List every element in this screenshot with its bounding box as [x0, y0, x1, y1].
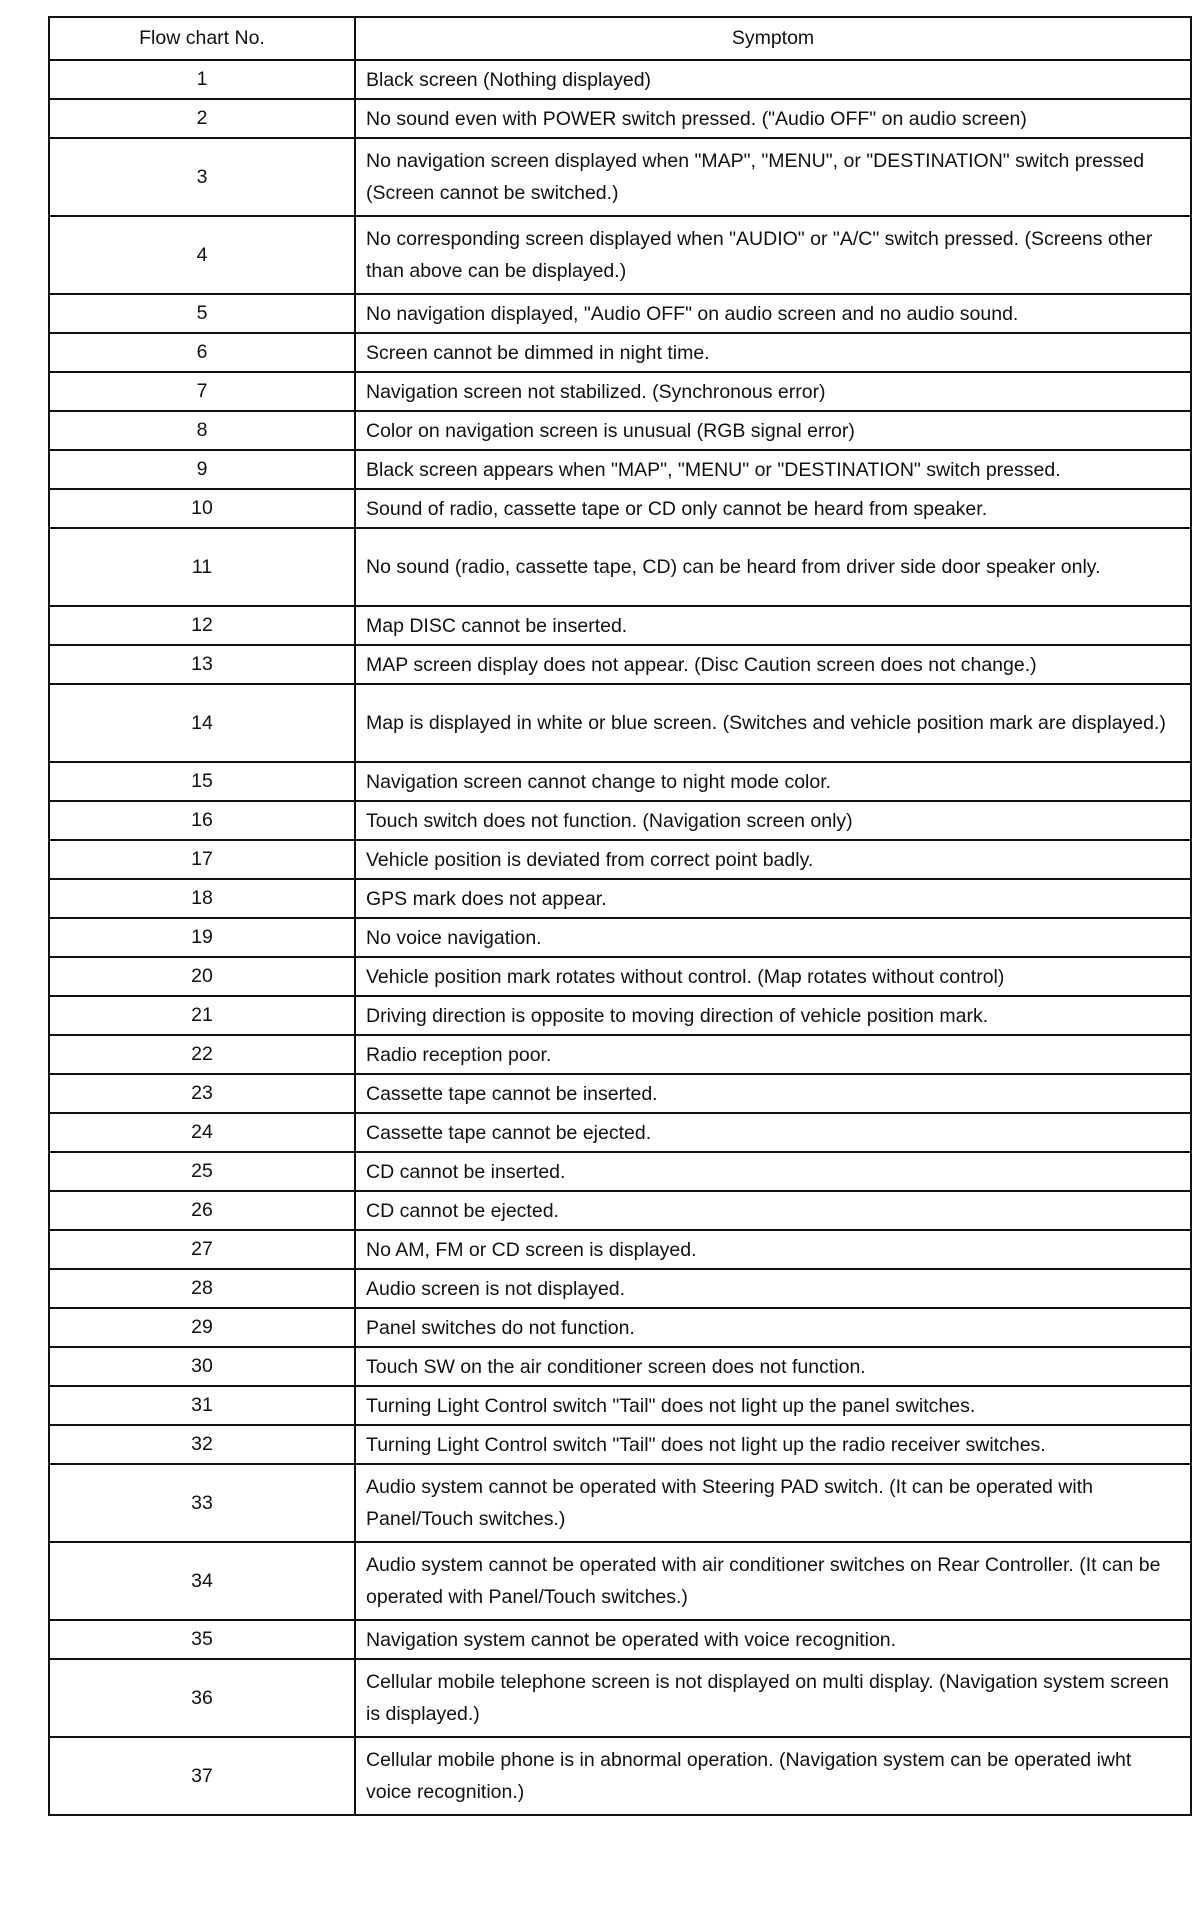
symptom-text: Radio reception poor. [355, 1035, 1191, 1074]
symptom-text: Screen cannot be dimmed in night time. [355, 333, 1191, 372]
flow-chart-number: 5 [49, 294, 355, 333]
symptom-text: No sound even with POWER switch pressed. ("Audio OFF" on audio screen) [355, 99, 1191, 138]
symptom-text: Navigation screen not stabilized. (Synchronous error) [355, 372, 1191, 411]
symptom-text: Vehicle position mark rotates without control. (Map rotates without control) [355, 957, 1191, 996]
flow-chart-number: 22 [49, 1035, 355, 1074]
table-row [49, 1074, 1191, 1113]
table-body [49, 60, 1191, 1815]
header-flow-chart-no: Flow chart No. [49, 17, 355, 60]
symptom-table-container [48, 16, 1190, 1816]
table-row [49, 1464, 1191, 1542]
table-row [49, 1191, 1191, 1230]
table-row [49, 606, 1191, 645]
table-row [49, 489, 1191, 528]
symptom-text: No navigation displayed, "Audio OFF" on audio screen and no audio sound. [355, 294, 1191, 333]
symptom-table [48, 16, 1192, 1816]
symptom-text: Turning Light Control switch "Tail" does not light up the radio receiver switches. [355, 1425, 1191, 1464]
table-row [49, 1230, 1191, 1269]
symptom-text: Audio system cannot be operated with Steering PAD switch. (It can be operated with Panel/Touch switches.) [355, 1464, 1191, 1542]
table-row [49, 1308, 1191, 1347]
table-row [49, 645, 1191, 684]
table-row [49, 1659, 1191, 1737]
flow-chart-number: 3 [49, 138, 355, 216]
symptom-text: Cassette tape cannot be inserted. [355, 1074, 1191, 1113]
table-row [49, 1269, 1191, 1308]
table-row [49, 957, 1191, 996]
symptom-text: Audio system cannot be operated with air conditioner switches on Rear Controller. (It can be operated with Panel/Touch switches.) [355, 1542, 1191, 1620]
flow-chart-number: 6 [49, 333, 355, 372]
flow-chart-number: 23 [49, 1074, 355, 1113]
flow-chart-number: 30 [49, 1347, 355, 1386]
table-row [49, 1035, 1191, 1074]
table-row [49, 1620, 1191, 1659]
symptom-text: No AM, FM or CD screen is displayed. [355, 1230, 1191, 1269]
flow-chart-number: 24 [49, 1113, 355, 1152]
flow-chart-number: 7 [49, 372, 355, 411]
flow-chart-number: 36 [49, 1659, 355, 1737]
symptom-text: Vehicle position is deviated from correct point badly. [355, 840, 1191, 879]
symptom-text: Turning Light Control switch "Tail" does not light up the panel switches. [355, 1386, 1191, 1425]
symptom-text: Navigation system cannot be operated with voice recognition. [355, 1620, 1191, 1659]
table-row [49, 372, 1191, 411]
symptom-text: CD cannot be ejected. [355, 1191, 1191, 1230]
table-row [49, 1425, 1191, 1464]
symptom-text: Driving direction is opposite to moving direction of vehicle position mark. [355, 996, 1191, 1035]
flow-chart-number: 10 [49, 489, 355, 528]
symptom-text: Black screen appears when "MAP", "MENU" or "DESTINATION" switch pressed. [355, 450, 1191, 489]
flow-chart-number: 28 [49, 1269, 355, 1308]
flow-chart-number: 18 [49, 879, 355, 918]
table-row [49, 138, 1191, 216]
flow-chart-number: 26 [49, 1191, 355, 1230]
flow-chart-number: 1 [49, 60, 355, 99]
header-symptom: Symptom [355, 17, 1191, 60]
table-row [49, 1113, 1191, 1152]
table-row [49, 450, 1191, 489]
flow-chart-number: 16 [49, 801, 355, 840]
flow-chart-number: 11 [49, 528, 355, 606]
flow-chart-number: 17 [49, 840, 355, 879]
table-row [49, 1347, 1191, 1386]
table-row [49, 801, 1191, 840]
flow-chart-number: 31 [49, 1386, 355, 1425]
flow-chart-number: 15 [49, 762, 355, 801]
flow-chart-number: 33 [49, 1464, 355, 1542]
table-row [49, 1152, 1191, 1191]
table-row [49, 528, 1191, 606]
symptom-text: No voice navigation. [355, 918, 1191, 957]
table-row [49, 879, 1191, 918]
symptom-text: Map DISC cannot be inserted. [355, 606, 1191, 645]
flow-chart-number: 29 [49, 1308, 355, 1347]
flow-chart-number: 2 [49, 99, 355, 138]
table-row [49, 1737, 1191, 1815]
flow-chart-number: 21 [49, 996, 355, 1035]
symptom-text: Map is displayed in white or blue screen. (Switches and vehicle position mark are displayed.) [355, 684, 1191, 762]
table-row [49, 684, 1191, 762]
flow-chart-number: 19 [49, 918, 355, 957]
symptom-text: Color on navigation screen is unusual (RGB signal error) [355, 411, 1191, 450]
table-header-row [49, 17, 1191, 60]
symptom-text: Sound of radio, cassette tape or CD only cannot be heard from speaker. [355, 489, 1191, 528]
symptom-text: No corresponding screen displayed when "AUDIO" or "A/C" switch pressed. (Screens other than above can be displayed.) [355, 216, 1191, 294]
table-row [49, 99, 1191, 138]
symptom-text: Cellular mobile phone is in abnormal operation. (Navigation system can be operated iwht voice recognition.) [355, 1737, 1191, 1815]
flow-chart-number: 34 [49, 1542, 355, 1620]
flow-chart-number: 13 [49, 645, 355, 684]
flow-chart-number: 32 [49, 1425, 355, 1464]
flow-chart-number: 27 [49, 1230, 355, 1269]
symptom-text: Touch SW on the air conditioner screen does not function. [355, 1347, 1191, 1386]
table-row [49, 840, 1191, 879]
symptom-text: Panel switches do not function. [355, 1308, 1191, 1347]
table-row [49, 60, 1191, 99]
table-row [49, 411, 1191, 450]
flow-chart-number: 37 [49, 1737, 355, 1815]
symptom-text: Cassette tape cannot be ejected. [355, 1113, 1191, 1152]
symptom-text: Cellular mobile telephone screen is not displayed on multi display. (Navigation system screen is displayed.) [355, 1659, 1191, 1737]
symptom-text: MAP screen display does not appear. (Disc Caution screen does not change.) [355, 645, 1191, 684]
table-row [49, 216, 1191, 294]
flow-chart-number: 9 [49, 450, 355, 489]
flow-chart-number: 20 [49, 957, 355, 996]
symptom-text: No navigation screen displayed when "MAP", "MENU", or "DESTINATION" switch pressed (Screen cannot be switched.) [355, 138, 1191, 216]
table-row [49, 1542, 1191, 1620]
flow-chart-number: 4 [49, 216, 355, 294]
table-row [49, 996, 1191, 1035]
flow-chart-number: 25 [49, 1152, 355, 1191]
table-row [49, 333, 1191, 372]
flow-chart-number: 35 [49, 1620, 355, 1659]
table-row [49, 918, 1191, 957]
symptom-text: No sound (radio, cassette tape, CD) can be heard from driver side door speaker only. [355, 528, 1191, 606]
flow-chart-number: 14 [49, 684, 355, 762]
symptom-text: Black screen (Nothing displayed) [355, 60, 1191, 99]
flow-chart-number: 8 [49, 411, 355, 450]
symptom-text: Navigation screen cannot change to night mode color. [355, 762, 1191, 801]
symptom-text: GPS mark does not appear. [355, 879, 1191, 918]
symptom-text: Audio screen is not displayed. [355, 1269, 1191, 1308]
symptom-text: CD cannot be inserted. [355, 1152, 1191, 1191]
table-row [49, 1386, 1191, 1425]
symptom-text: Touch switch does not function. (Navigation screen only) [355, 801, 1191, 840]
table-row [49, 294, 1191, 333]
table-row [49, 762, 1191, 801]
flow-chart-number: 12 [49, 606, 355, 645]
